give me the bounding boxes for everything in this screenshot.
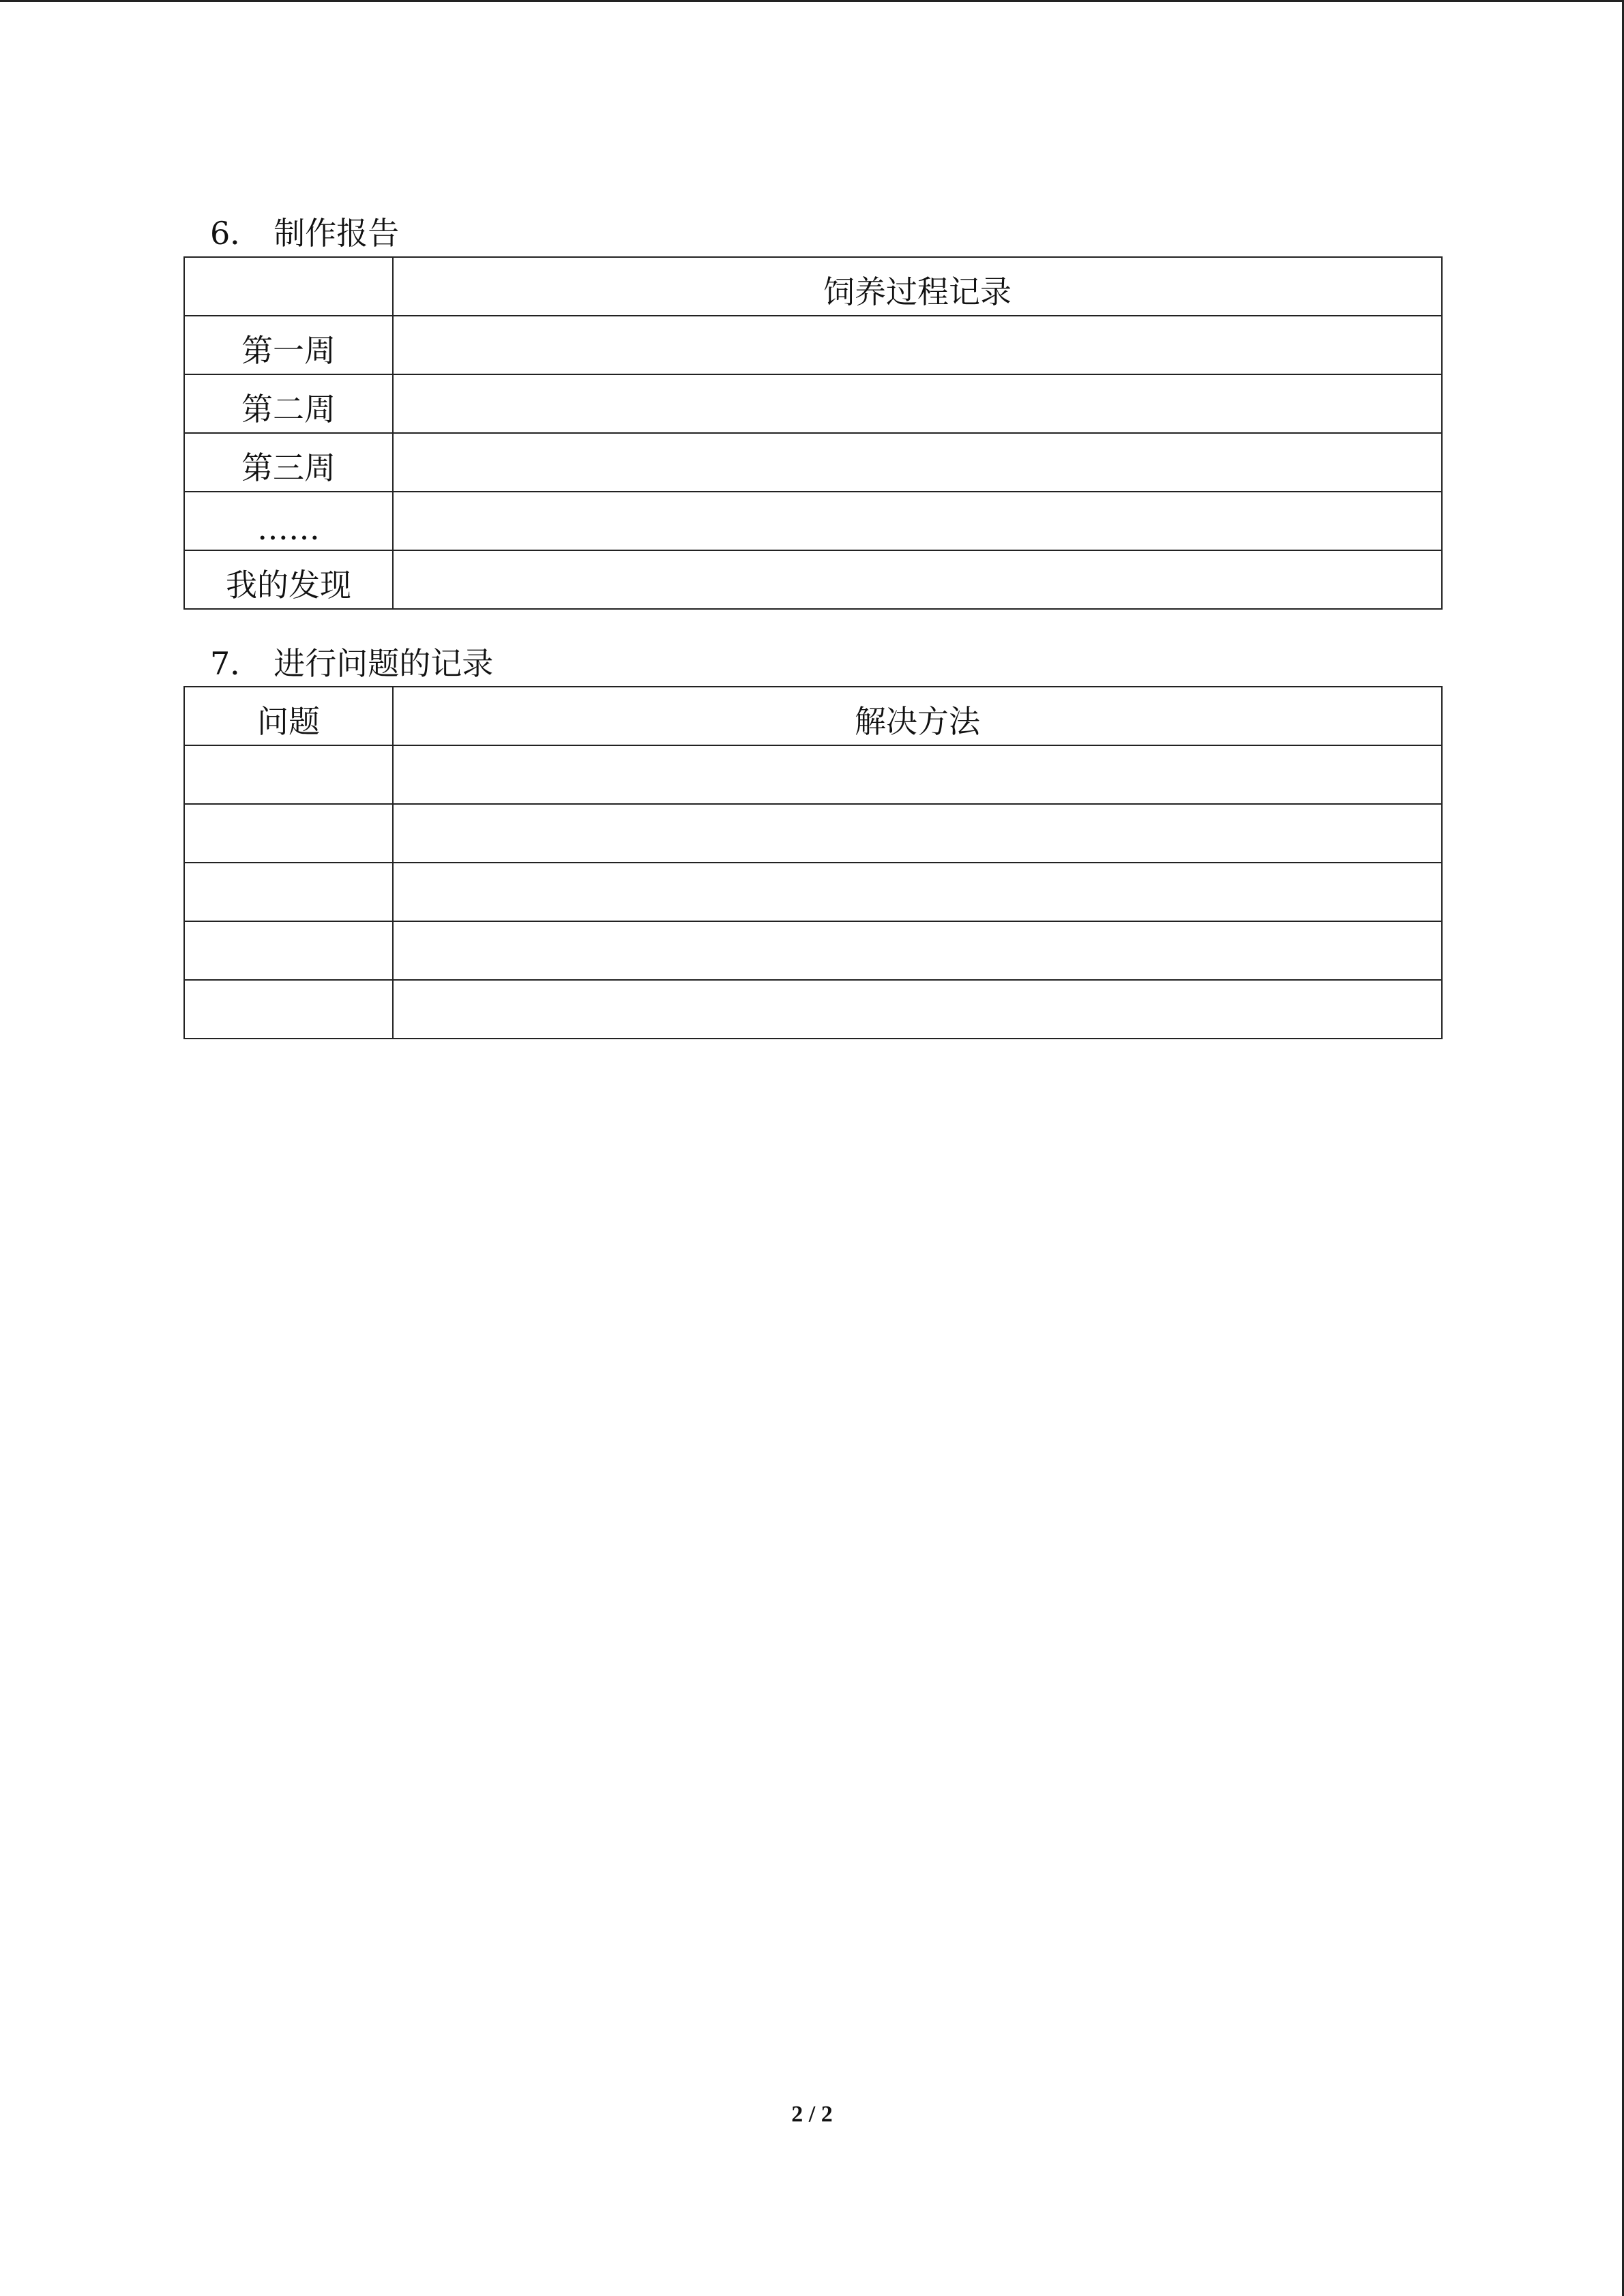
solution-cell[interactable] [393,980,1442,1039]
solution-cell[interactable] [393,745,1442,804]
table-header-row [184,687,1442,745]
entry-cell[interactable] [393,433,1442,492]
problem-cell[interactable] [184,804,393,863]
entry-cell[interactable] [393,492,1442,550]
table-row [184,316,1442,374]
section-heading-issues [210,643,493,684]
table-row [184,374,1442,433]
table-row [184,980,1442,1039]
row-label-week-3: 第三周 [184,433,393,492]
problem-cell[interactable] [184,980,393,1039]
section-title: 进行问题的记录 [274,645,494,682]
table-row [184,492,1442,550]
header-cell-feeding-record: 饲养过程记录 [393,257,1442,316]
table-row [184,863,1442,921]
issue-record-table [183,686,1443,1039]
problem-cell[interactable] [184,921,393,980]
table-row [184,550,1442,609]
feeding-record-table [183,256,1443,610]
table-row [184,804,1442,863]
table-row [184,433,1442,492]
row-label-my-findings: 我的发现 [184,550,393,609]
problem-cell[interactable] [184,745,393,804]
solution-cell[interactable] [393,804,1442,863]
row-label-week-2: 第二周 [184,374,393,433]
row-label-week-1: 第一周 [184,316,393,374]
section-number: 7． [210,645,262,682]
header-cell-problem: 问题 [184,687,393,745]
row-label-ellipsis: …… [184,492,393,550]
page-top-border [0,0,1624,2]
table-row [184,921,1442,980]
entry-cell[interactable] [393,316,1442,374]
section-heading-report [210,213,399,254]
solution-cell[interactable] [393,921,1442,980]
header-cell-solution: 解决方法 [393,687,1442,745]
section-number: 6． [210,215,262,252]
problem-cell[interactable] [184,863,393,921]
entry-cell[interactable] [393,374,1442,433]
solution-cell[interactable] [393,863,1442,921]
header-cell-blank [184,257,393,316]
section-title: 制作报告 [274,215,400,252]
page-number: 2 / 2 [791,2102,833,2127]
table-row [184,745,1442,804]
table-header-row [184,257,1442,316]
entry-cell[interactable] [393,550,1442,609]
